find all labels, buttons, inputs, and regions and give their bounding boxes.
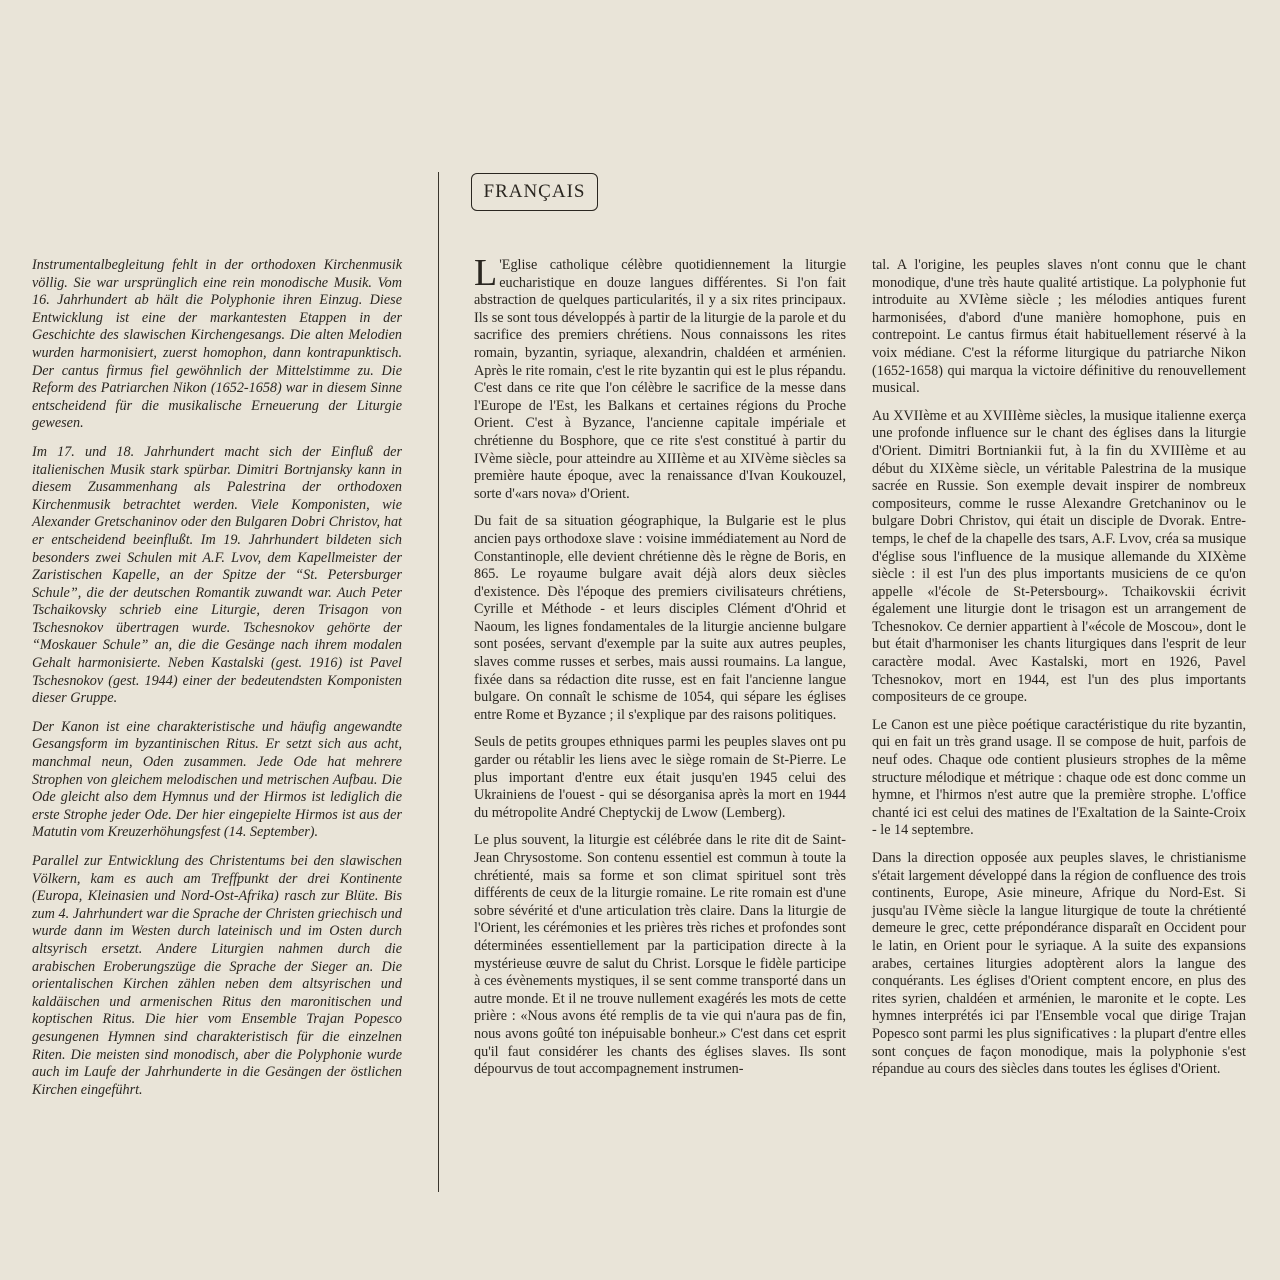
french-paragraph (474, 252, 846, 503)
french-paragraph: tal. A l'origine, les peuples slaves n'ont connu que le chant monodique, d'une très haute qualité artistique. La polyphonie fut introduite au XVIème siècle ; les mélodies antiques furent harmonisées, d'abord d'une manière homophone, puis en contrepoint. Le cantus firmus était habituellement réservé à la voix médiane. C'est la réforme liturgique du patriarche Nikon (1652-1658) qui marqua la victoire définitive du renouvellement musical. (872, 257, 1246, 397)
german-column (32, 257, 402, 1110)
french-paragraph: Seuls de petits groupes ethniques parmi les peuples slaves ont pu garder ou rétablir les liens avec le siège romain de St-Pierre. Le plus important d'entre eux était jusqu'en 1945 celui des Ukrainiens de l'ouest - qui se désorganisa après la mort en 1944 du métropolite André Cheptyckij de Lwow (Lemberg). (474, 734, 846, 821)
french-paragraph: Du fait de sa situation géographique, la Bulgarie est le plus ancien pays orthodoxe slave : voisine immédiatement au Nord de Constantinople, elle devient chrétienne dès le règne de Boris, en 865. Le royaume bulgare avait déjà alors deux siècles d'existence. Dès l'époque des premiers civilisateurs chrétiens, Cyrille et Méthode - et leurs disciples Clément d'Ohrid et Naoum, les lignes fondamentales de la liturgie ancienne bulgare sont posées, servant d'exemple par la suite aux autres peuples, slaves comme russes et serbes, mais aussi roumains. La langue, fixée dans sa rédaction dite russe, est en fait l'ancienne langue bulgare. On connaît le schisme de 1054, qui sépare les églises entre Rome et Byzance ; il s'explique par des raisons politiques. (474, 513, 846, 723)
language-heading-text: FRANÇAIS (483, 181, 586, 202)
language-heading (471, 173, 598, 211)
german-paragraph: Parallel zur Entwicklung des Christentums bei den slawischen Völkern, kam es auch am Treffpunkt der drei Kontinente (Europa, Kleinasien und Nord-Ost-Afrika) rasch zur Blüte. Bis zum 4. Jahrhundert war die Sprache der Christen griechisch und wurde dann im Westen durch lateinisch und im Osten durch altsyrisch ersetzt. Andere Liturgien nahmen durch die arabischen Eroberungszüge die Sprache der Sieger an. Die orientalischen Kirchen zählen neben dem altsyrischen und kaldäischen und armenischen Ritus den maronitischen und koptischen Ritus. Die hier vom Ensemble Trajan Popesco gesungenen Hymnen sind charakteristisch für die einzelnen Riten. Die meisten sind monodisch, aber die Polyphonie wurde auch im Laufe der Jahrhunderte in die Gesängen der östlichen Kirchen eingeführt. (32, 853, 402, 1098)
french-paragraph: Le Canon est une pièce poétique caractéristique du rite byzantin, qui en fait un très grand usage. Il se compose de huit, parfois de neuf odes. Chaque ode contient plusieurs strophes de la même structure mélodique et métrique : chaque ode est donc comme un hymne, et l'hirmos n'est autre que la première strophe. L'office chanté ici est celui des matines de l'Exaltation de la Sainte-Croix - le 14 septembre. (872, 716, 1246, 839)
german-paragraph: Instrumentalbegleitung fehlt in der orthodoxen Kirchenmusik völlig. Sie war ursprünglich eine rein monodische Musik. Vom 16. Jahrhundert ab hält die Polyphonie ihren Einzug. Diese Entwicklung ist eine der markantesten Etappen in der Geschichte des slawischen Kirchengesangs. Die alten Melodien wurden harmonisiert, zuerst homophon, dann kontrapunktisch. Der cantus firmus fiel gewöhnlich der Mittelstimme zu. Die Reform des Patriarchen Nikon (1652-1658) war in diesem Sinne entscheidend für die musikalische Erneuerung der Liturgie gewesen. (32, 257, 402, 432)
french-column-right (872, 257, 1246, 1089)
french-paragraph: Dans la direction opposée aux peuples slaves, le christianisme s'était largement développé dans la région de confluence des trois continents, Europe, Asie mineure, Afrique du Nord-Est. Si jusqu'au IVème siècle la langue liturgique de toute la chrétienté demeure le grec, cette prépondérance disparaît en Occident pour le latin, en Orient pour le syriaque. A la suite des expansions arabes, certaines liturgies adoptèrent alors la langue des conquérants. Les églises d'Orient comptent encore, en plus des rites syrien, chaldéen et arménien, le maronite et le copte. Les hymnes interprétés ici par l'Ensemble vocal que dirige Trajan Popesco sont parmi les plus significatives : la plupart d'entre elles sont conçues de façon monodique, mais la polyphonie s'est répandue au cours des siècles dans toutes les églises d'Orient. (872, 850, 1246, 1078)
drop-cap: L (474, 252, 498, 294)
german-paragraph: Der Kanon ist eine charakteristische und häufig angewandte Gesangsform im byzantinischen Ritus. Er setzt sich aus acht, manchmal neun, Oden zusammen. Jede Ode hat mehrere Strophen von gleichem melodischen und metrischen Aufbau. Die Ode gleicht also dem Hymnus und der Hirmos ist lediglich die erste Strophe jeder Ode. Der hier eingepielte Hirmos ist aus der Matutin vom Kreuzerhöhungsfest (14. September). (32, 718, 402, 841)
french-first-paragraph-text: 'Eglise catholique célèbre quotidiennement la liturgie eucharistique en douze langues différentes. Si l'on fait abstraction de quelques particularités, il y a six rites principaux. Ils se sont tous développés à partir de la liturgie de la parole et du sacrifice des premiers chrétiens. Nous connaissons les rites romain, byzantin, syriaque, alexandrin, chaldéen et arménien. Après le rite romain, c'est le rite byzantin qui est le plus répandu. C'est dans ce rite que l'on célèbre le sacrifice de la messe dans l'Europe de l'Est, les Balkans et certaines régions du Proche Orient. C'est à Byzance, l'ancienne capitale impériale et chrétienne du Bosphore, que ce rite s'est constitué à partir du IVème siècle, pour atteindre au XIIIème et au XIVème siècles sa première haute époque, avec la renaissance d'Ivan Koukouzel, sorte d'«ars nova» d'Orient. (474, 257, 846, 502)
french-paragraph: Au XVIIème et au XVIIIème siècles, la musique italienne exerça une profonde influence sur le chant des églises dans la liturgie d'Orient. Dimitri Bortniankii fut, à la fin du XVIIIème et au début du XIXème siècle, un véritable Palestrina de la musique sacrée en Russie. Son exemple devait inspirer de nombreux compositeurs, comme le russe Alexandre Gretchaninov ou le bulgare Dobri Christov, qui était un disciple de Dvorak. Entre-temps, le chef de la chapelle des tsars, A.F. Lvov, créa sa musique d'église sous l'influence de la musique allemande du XIXème siècle : il est l'un des plus importants musiciens de ce qu'on appelle «l'école de St-Petersbourg». Tchaikovskii écrivit également une liturgie dont le trisagon est un arrangement de Tchesnokov. Ce dernier appartient à l'«école de Moscou», dont le but était d'harmoniser les chants liturgiques dans l'esprit de leur caractère modal. Avec Kastalski, mort en 1926, Pavel Tchesnokov, mort en 1944, est l'un des plus importants compositeurs de ce groupe. (872, 407, 1246, 706)
french-paragraph: Le plus souvent, la liturgie est célébrée dans le rite dit de Saint-Jean Chrysostome. Son contenu essentiel est commun à toute la chrétienté, mais sa forme et son climat spirituel sont très différents de ceux de la liturgie romaine. Le rite romain est d'une sobre sévérité et d'une articulation très claire. Dans la liturgie de l'Orient, les cérémonies et les prières très riches et profondes sont déterminées essentiellement par la participation directe à la mystérieuse œuvre de salut du Christ. Lorsque le fidèle participe à ces évènements mystiques, il se sent comme transporté dans un autre monde. Et il ne trouve nullement exagérés les mots de cette prière : «Nous avons été remplis de ta vie qui n'aura pas de fin, nous avons goûté ton inépuisable bonheur.» C'est dans cet esprit qu'il faut considérer les chants des églises slaves. Ils sont dépourvus de tout accompagnement instrumen- (474, 832, 846, 1078)
german-paragraph: Im 17. und 18. Jahrhundert macht sich der Einfluß der italienischen Musik stark spürbar. Dimitri Bortnjansky kann in diesem Zusammenhang als Palestrina der orthodoxen Kirchenmusik betrachtet werden. Viele Komponisten, wie Alexander Gretschaninov oder den Bulgaren Dobri Christov, hat er entscheidend beeinflußt. Im 19. Jahrhundert bildeten sich besonders zwei Schulen mit A.F. Lvov, dem Kapellmeister der Zaristischen Kapelle, an der Spitze der “St. Petersburger Schule”, die der deutschen Romantik zuwandt war. Auch Peter Tschaikovsky schrieb eine Liturgie, deren Trisagon von Tschesnokov übertragen wurde. Tschesnokov gehörte der “Moskauer Schule” an, die die Gesänge nach ihrem modalen Gehalt harmonisierte. Neben Kastalski (gest. 1916) ist Pavel Tschesnokov (gest. 1944) einer der bedeutendsten Komponisten dieser Gruppe. (32, 443, 402, 707)
column-divider (438, 172, 439, 1192)
french-column-left (474, 252, 846, 1089)
